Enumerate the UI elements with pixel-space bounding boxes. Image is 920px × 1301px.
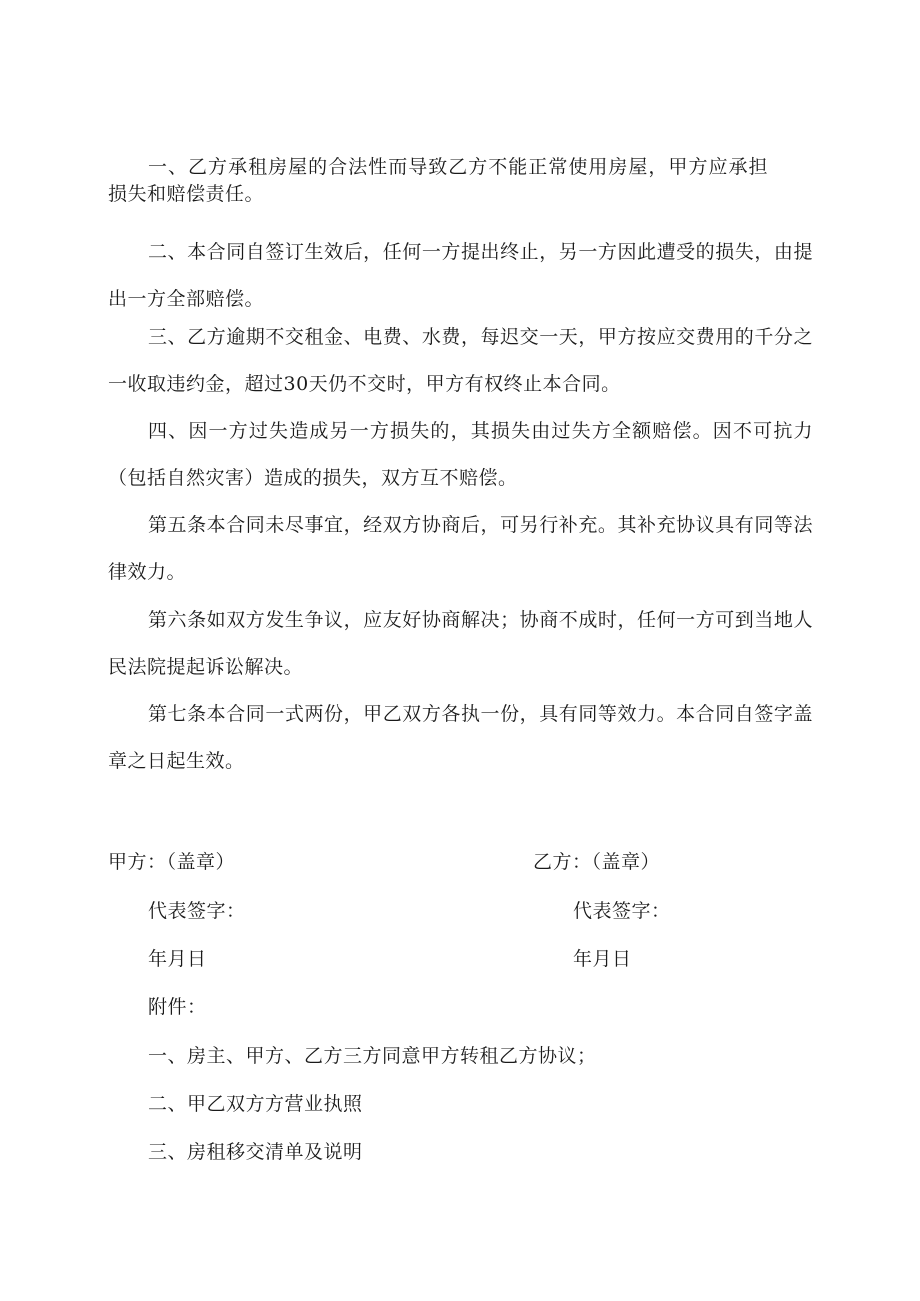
party-b-date: 年月日 xyxy=(573,948,632,970)
clause-2: 二、本合同自签订生效后，任何一方提出终止，另一方因此遭受的损失，由提出一方全部赔偿。 xyxy=(108,241,813,310)
party-a-representative: 代表签字： xyxy=(148,900,246,922)
party-b-seal: 乙方：（盖章） xyxy=(533,851,661,873)
clause-3: 三、乙方逾期不交租金、电费、水费，每迟交一天，甲方按应交费用的千分之一收取违约金，超过30天仍不交时，甲方有权终止本合同。 xyxy=(108,326,813,395)
attachment-item: 一、房主、甲方、乙方三方同意甲方转租乙方协议； xyxy=(148,1045,597,1067)
clause-4: 四、因一方过失造成另一方损失的，其损失由过失方全额赔偿。因不可抗力（包括自然灾害）造成的损失，双方互不赔偿。 xyxy=(108,420,813,489)
party-b-representative: 代表签字： xyxy=(573,900,671,922)
attachment-item: 二、甲乙双方方营业执照 xyxy=(148,1093,363,1115)
attachment-item: 三、房租移交清单及说明 xyxy=(148,1141,363,1163)
article-5: 第五条本合同未尽事宜，经双方协商后，可另行补充。其补充协议具有同等法律效力。 xyxy=(108,514,813,583)
attachments-heading: 附件： xyxy=(148,996,207,1018)
party-a-date: 年月日 xyxy=(148,948,207,970)
clause-1: 一、乙方承租房屋的合法性而导致乙方不能正常使用房屋，甲方应承担损失和赔偿责任。 xyxy=(108,156,768,205)
party-a-seal: 甲方：（盖章） xyxy=(108,851,236,873)
article-6: 第六条如双方发生争议，应友好协商解决；协商不成时，任何一方可到当地人民法院提起诉讼解决。 xyxy=(108,609,813,678)
article-7: 第七条本合同一式两份，甲乙双方各执一份，具有同等效力。本合同自签字盖章之日起生效。 xyxy=(108,703,813,772)
